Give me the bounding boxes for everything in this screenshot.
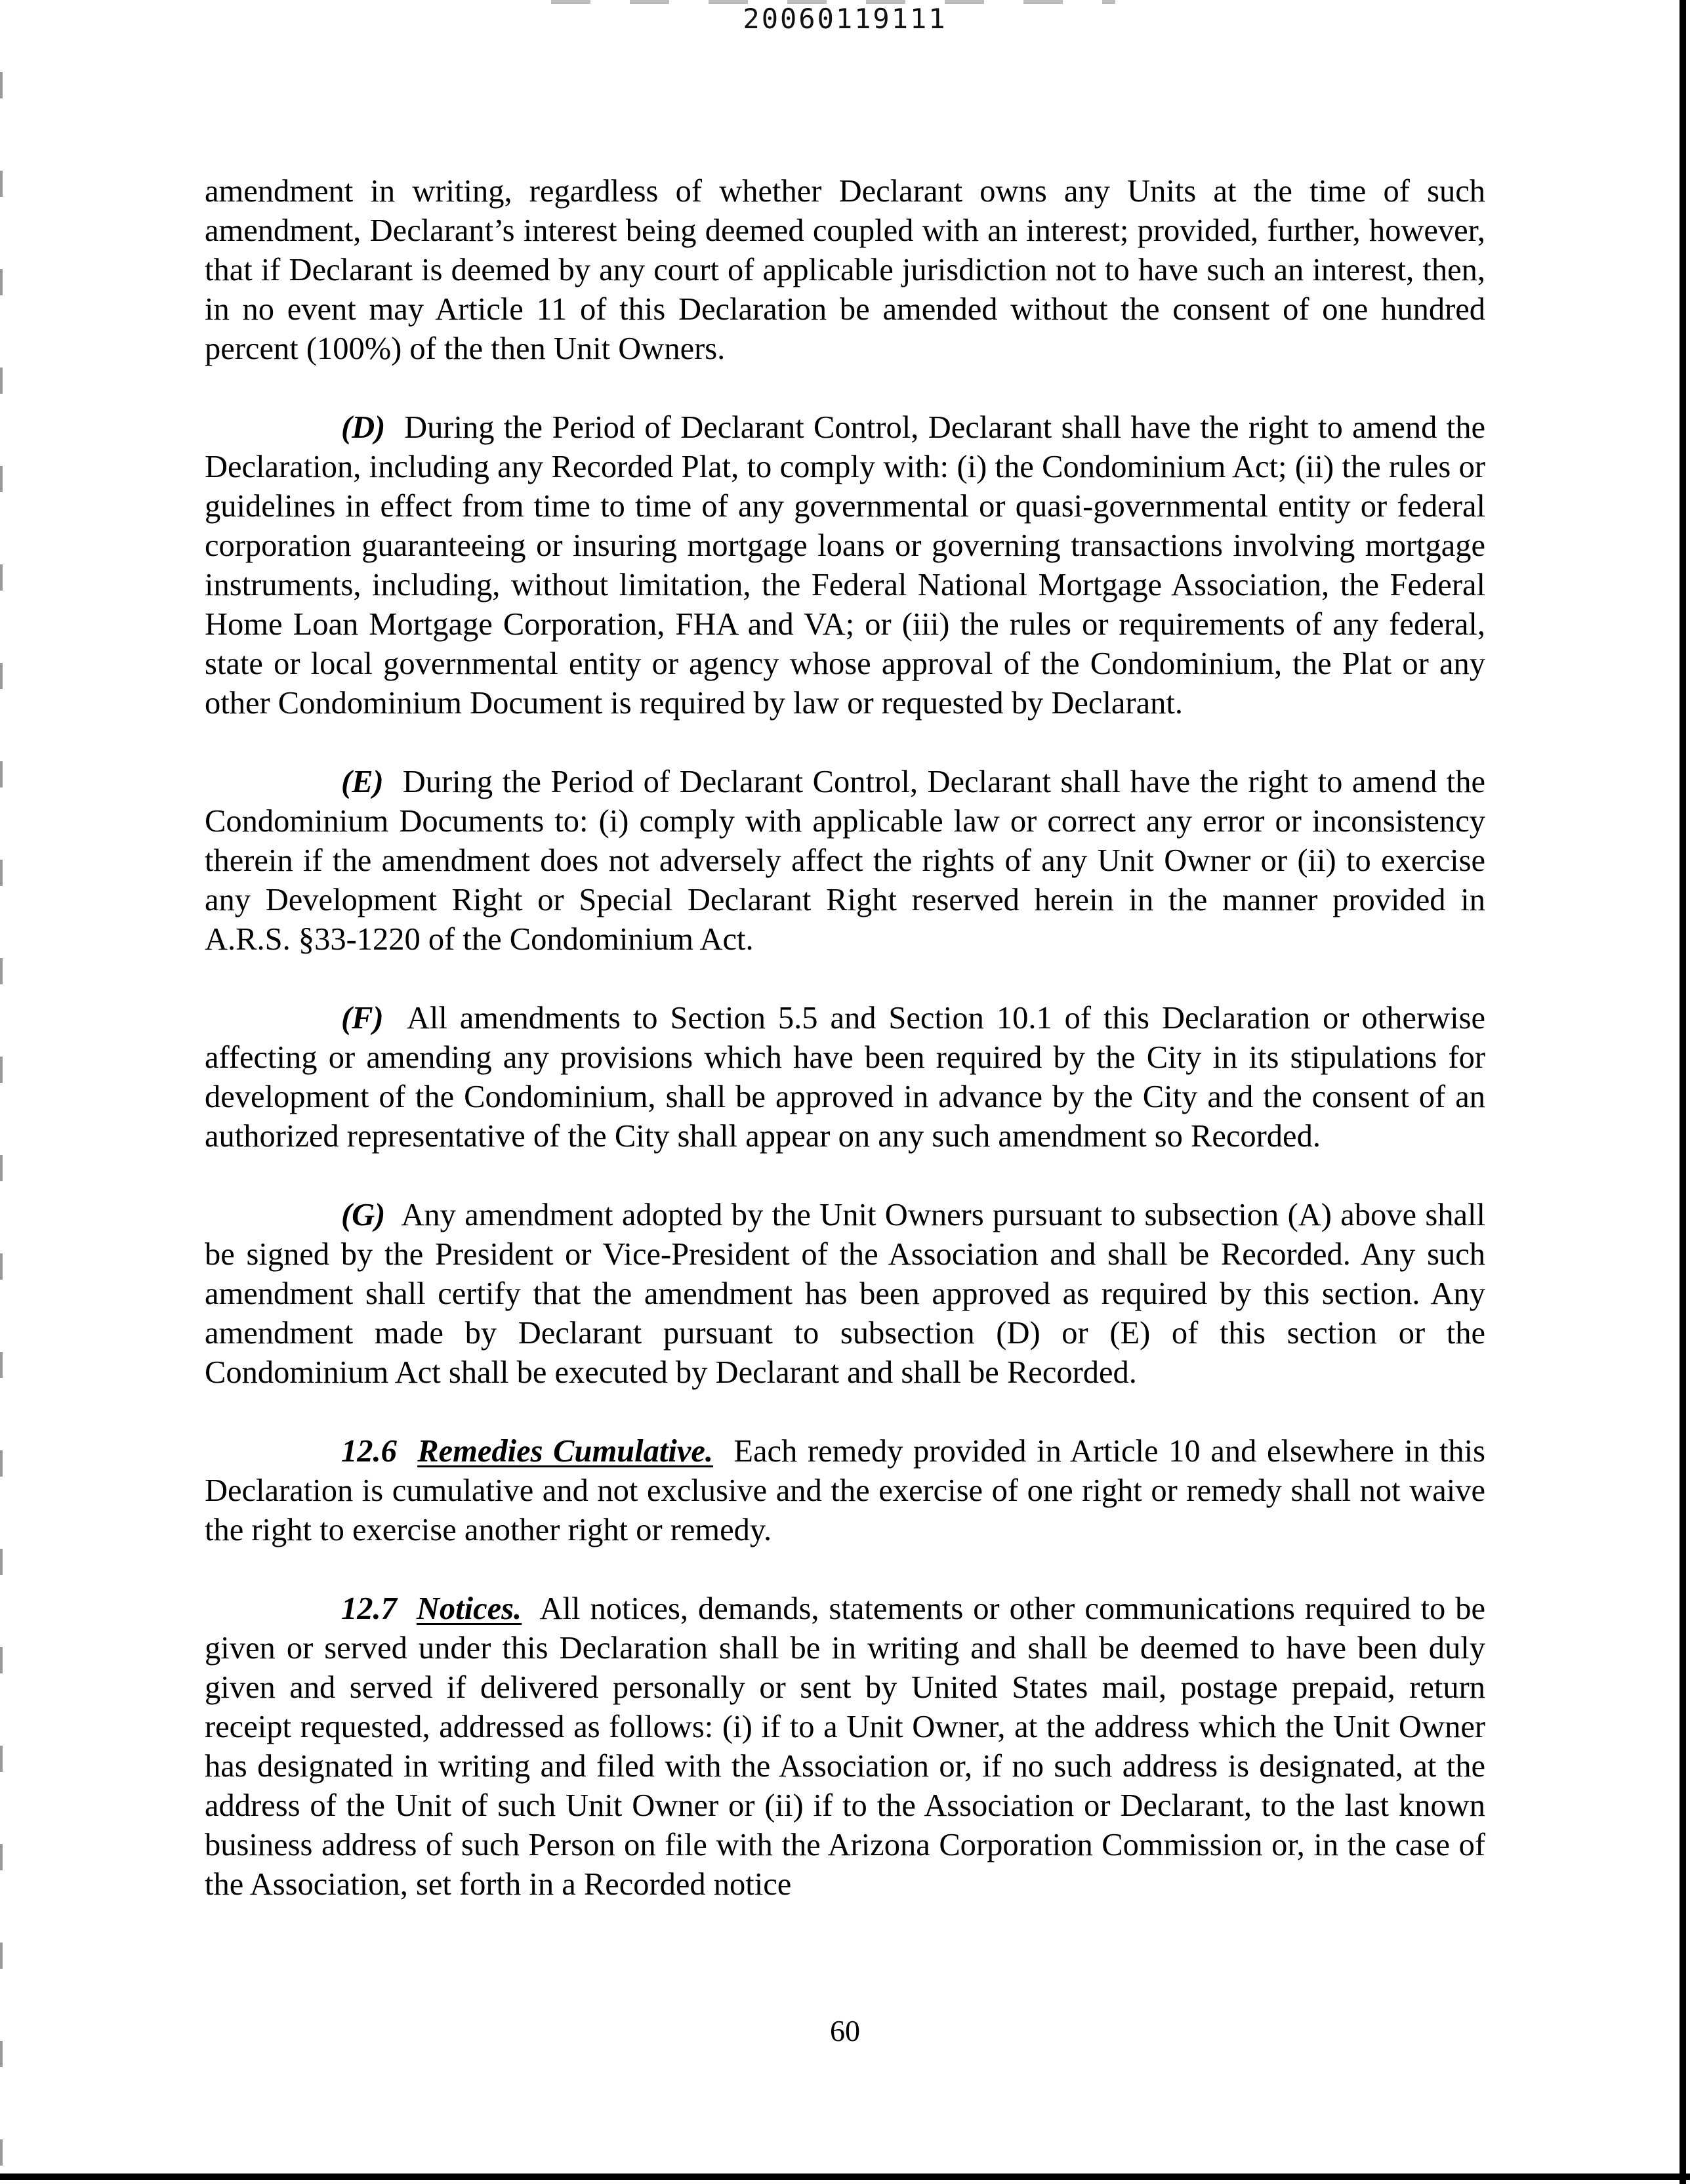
page-number: 60 bbox=[830, 2014, 860, 2048]
subsection-label: (D) bbox=[341, 410, 386, 445]
paragraph-text: During the Period of Declarant Control, Declarant shall have the right to amend the Declaration, including any Recorded Plat, to comply with: (i) the Condominium Act; (ii) the rules or guidelines in effect from time to time of any governmental or quasi-governmental entity or federal corporation guaranteeing or insuring mortgage loans or governing transactions involving mortgage instruments, including, without limitation, the Federal National Mortgage Association, the Federal Home Loan Mortgage Corporation, FHA and VA; or (iii) the rules or requirements of any federal, state or local governmental entity or agency whose approval of the Condominium, the Plat or any other Condominium Document is required by law or requested by Declarant. bbox=[205, 410, 1486, 721]
scan-border-bottom bbox=[0, 2174, 1690, 2180]
section-number: 12.7 bbox=[341, 1591, 397, 1626]
subsection-label: (G) bbox=[341, 1198, 386, 1232]
subsection-g bbox=[205, 1196, 1485, 1393]
paragraph-text: Any amendment adopted by the Unit Owners pursuant to subsection (A) above shall be signed by the President or Vice-President of the Association and shall be Recorded. Any such amendment shall certify that the amendment has been approved as required by this section. Any amendment made by Declarant pursuant to subsection (D) or (E) of this section or the Condominium Act shall be executed by Declarant and shall be Recorded. bbox=[205, 1198, 1486, 1390]
scan-left-edge bbox=[0, 0, 3, 2184]
continued-paragraph bbox=[205, 172, 1485, 369]
section-number: 12.6 bbox=[341, 1434, 397, 1469]
paragraph-text: All notices, demands, statements or other communications required to be given or served under this Declaration shall be in writing and shall be deemed to have been duly given and served if delivered personally or sent by United States mail, postage prepaid, return receipt requested, addressed as follows: (i) if to a Unit Owner, at the address which the Unit Owner has designated in writing and filed with the Association or, if no such address is designated, at the address of the Unit of such Unit Owner or (ii) if to the Association or Declarant, to the last known business address of such Person on file with the Arizona Corporation Commission or, in the case of the Association, set forth in a Recorded notice bbox=[205, 1591, 1486, 1902]
subsection-f bbox=[205, 999, 1485, 1156]
paragraph-text: Each remedy provided in Article 10 and elsewhere in this Declaration is cumulative and not exclusive and the exercise of one right or remedy shall not waive the right to exercise another right or remedy. bbox=[205, 1434, 1486, 1547]
subsection-label: (F) bbox=[341, 1001, 384, 1036]
paragraph-text: amendment in writing, regardless of whether Declarant owns any Units at the time of such amendment, Declarant’s interest being deemed coupled with an interest; provided, further, however, that if Declarant is deemed by any court of applicable jurisdiction not to have such an interest, then, in no event may Article 11 of this Declaration be amended without the consent of one hundred percent (100%) of the then Unit Owners. bbox=[205, 174, 1485, 366]
section-12-6 bbox=[205, 1432, 1485, 1550]
recording-number: 20060119111 bbox=[743, 3, 947, 35]
subsection-label: (E) bbox=[341, 765, 384, 799]
section-title: Remedies Cumulative. bbox=[417, 1434, 714, 1469]
paragraph-text: During the Period of Declarant Control, Declarant shall have the right to amend the Condominium Documents to: (i) comply with applicable law or correct any error or inconsistency therein if the amendment does not adversely affect the rights of any Unit Owner or (ii) to exercise any Development Right or Special Declarant Right reserved herein in the manner provided in A.R.S. §33-1220 of the Condominium Act. bbox=[205, 765, 1486, 957]
scan-border-right bbox=[1680, 0, 1686, 2184]
document-body bbox=[205, 172, 1485, 1944]
paragraph-text: All amendments to Section 5.5 and Section 10.1 of this Declaration or otherwise affecting or amending any provisions which have been required by the City in its stipulations for development of the Condominium, shall be approved in advance by the City and the consent of an authorized representative of the City shall appear on any such amendment so Recorded. bbox=[205, 1001, 1485, 1154]
section-title: Notices. bbox=[416, 1591, 522, 1626]
section-12-7 bbox=[205, 1589, 1485, 1904]
subsection-d bbox=[205, 408, 1485, 723]
subsection-e bbox=[205, 763, 1485, 959]
